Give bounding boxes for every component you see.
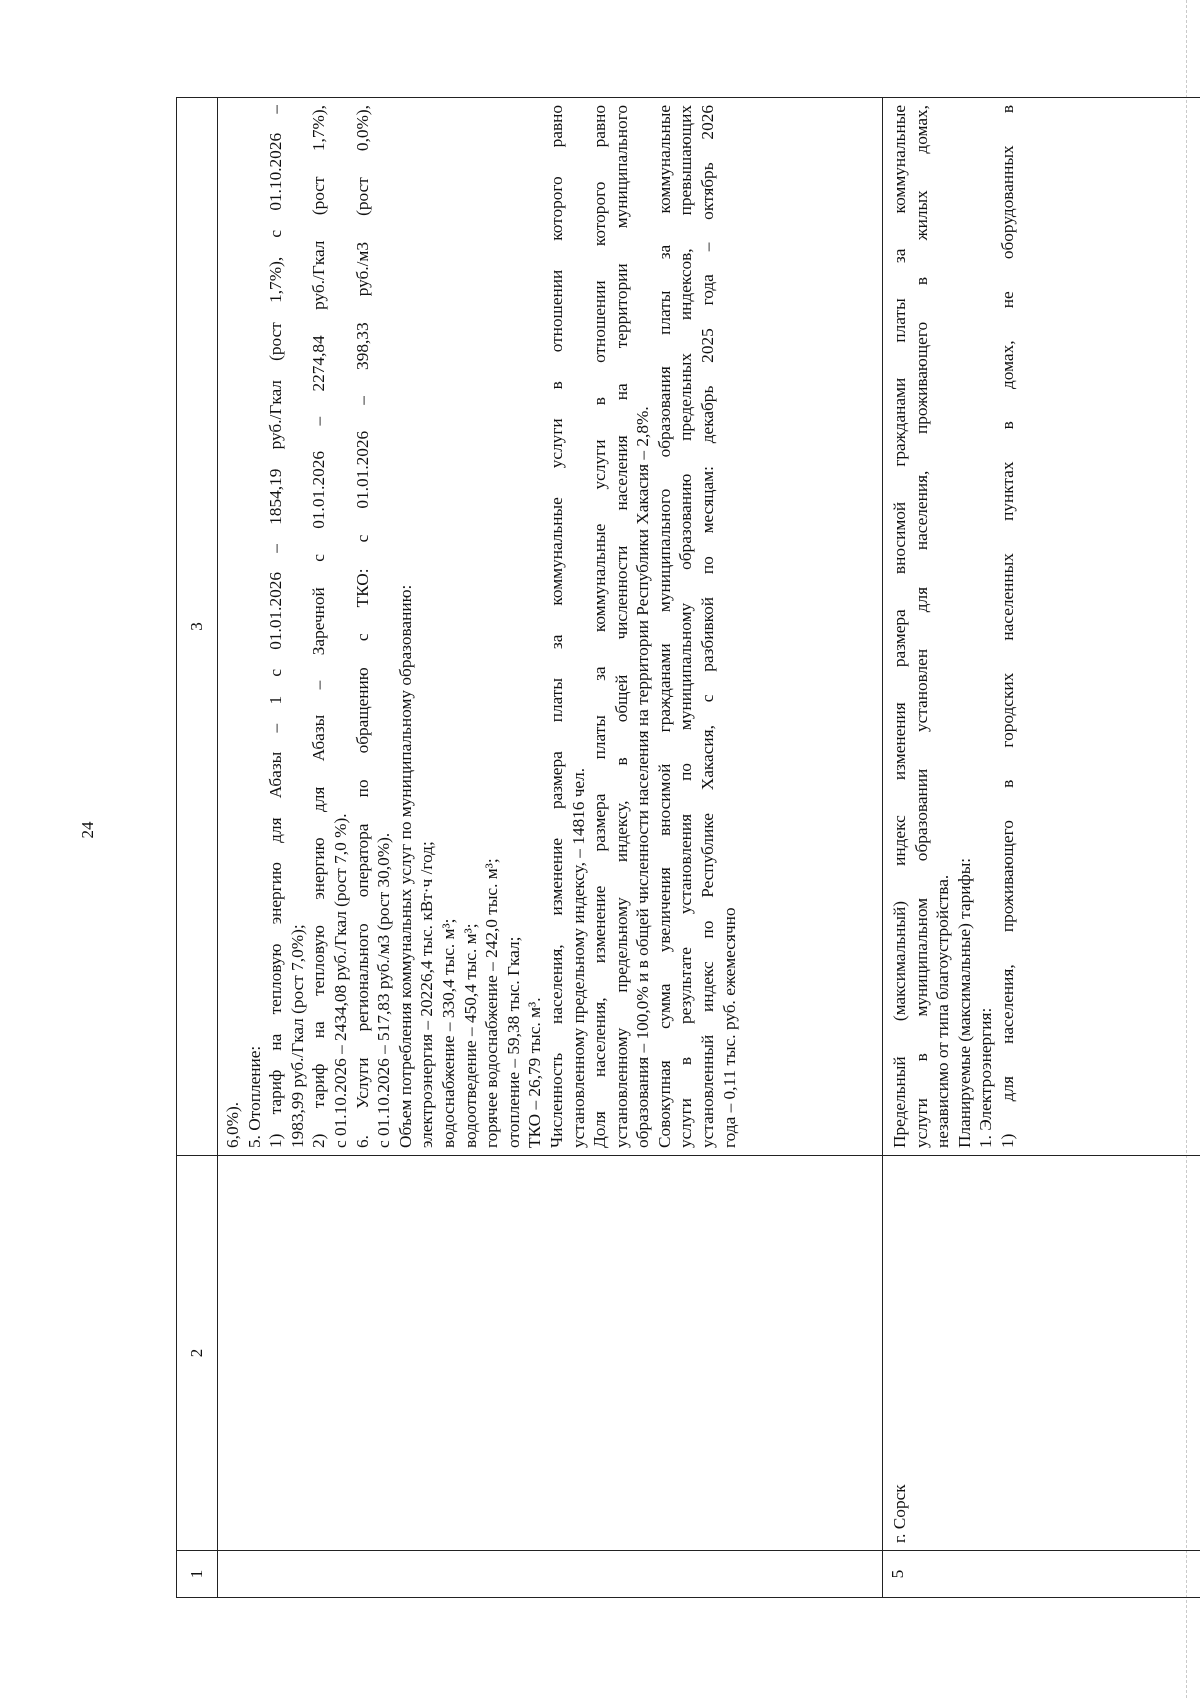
row-number: 5: [883, 1551, 1200, 1598]
text-line: ТКО – 26,79 тыс. м³.: [525, 997, 545, 1148]
row-content: [218, 98, 883, 1156]
text-line: 5. Отопление:: [244, 1045, 264, 1148]
text-line: установленному предельному индексу, в общей численности населения на территории муниципального: [611, 105, 631, 1148]
text-line: установленный индекс по Республике Хакасия, с разбивкой по месяцам: декабрь 2025 года – октябрь 2026: [698, 105, 718, 1148]
text-line: услуги в муниципальном образовании установлен для населения, проживающего в жилых домах,: [911, 105, 931, 1148]
text-line: водоснабжение – 330,4 тыс. м³;: [438, 918, 458, 1148]
row-number: [218, 1551, 883, 1598]
text-line: независимо от типа благоустройства.: [933, 874, 953, 1148]
text-line: Совокупная сумма увеличения вносимой гражданами муниципального образования платы за коммунальные: [654, 105, 674, 1148]
table-row: [218, 98, 883, 1598]
table-row: [883, 98, 1200, 1598]
content-lines: [883, 105, 1019, 1148]
text-line: 6,0%).: [223, 1101, 242, 1148]
content-lines: [218, 105, 740, 1148]
header-col-2: 2: [177, 1156, 218, 1551]
text-line: 1. Электроэнергия:: [976, 1007, 996, 1148]
table-header-row: [177, 98, 218, 1598]
page-number: 24: [78, 821, 97, 839]
text-line: Предельный (максимальный) индекс изменения размера вносимой гражданами платы за коммунальные: [890, 105, 909, 1148]
text-line: Численность населения, изменение размера платы за коммунальные услуги в отношении которого равно: [546, 105, 566, 1148]
document-sheet: [176, 98, 1200, 1598]
text-line: Доля населения, изменение размера платы за коммунальные услуги в отношении которого равно: [590, 105, 610, 1148]
tariff-table: [176, 97, 1200, 1598]
text-line: образования – 100,0% и в общей численности населения на территории Республики Хакасия – 2,8%.: [633, 406, 653, 1148]
header-col-3: 3: [177, 98, 218, 1156]
municipality-name: г. Сорск: [883, 1156, 1200, 1551]
municipality-name: [218, 1156, 883, 1551]
text-line: 1983,99 руб./Гкал (рост 7,0%);: [287, 924, 307, 1148]
text-line: 1) для населения, проживающего в городских населенных пунктах в домах, не оборудованных в: [997, 105, 1017, 1148]
text-line: 1) тариф на тепловую энергию для Абазы – 1 с 01.01.2026 – 1854,19 руб./Гкал (рост 1,7%), с 01.10.2026 –: [266, 105, 286, 1148]
text-line: Планируемые (максимальные) тарифы:: [954, 857, 974, 1148]
text-line: года – 0,11 тыс. руб. ежемесячно: [719, 907, 739, 1148]
text-line: водоотведение – 450,4 тыс. м³;: [460, 923, 480, 1148]
text-line: с 01.10.2026 – 2434,08 руб./Гкал (рост 7,0 %).: [330, 813, 350, 1148]
row-content: [883, 98, 1200, 1156]
header-col-1: 1: [177, 1551, 218, 1598]
text-line: установленному предельному индексу, – 14816 чел.: [568, 767, 588, 1148]
text-line: горячее водоснабжение – 242,0 тыс. м³;: [482, 858, 502, 1148]
text-line: 2) тариф на тепловую энергию для Абазы – Заречной с 01.01.2026 – 2274,84 руб./Гкал (рост 1,7%),: [309, 105, 329, 1148]
text-line: Объем потребления коммунальных услуг по муниципальному образованию:: [395, 584, 415, 1148]
text-line: услуги в результате установления по муниципальному образованию предельных индексов, превышающих: [676, 105, 696, 1148]
text-line: отопление – 59,38 тыс. Гкал;: [503, 936, 523, 1148]
text-line: электроэнергия – 20226,4 тыс. кВт·ч /год;: [417, 841, 437, 1148]
text-line: с 01.10.2026 – 517,83 руб./м3 (рост 30,0%).: [374, 832, 394, 1148]
text-line: 6. Услуги регионального оператора по обращению с ТКО: с 01.01.2026 – 398,33 руб./м3 (рост 0,0%),: [352, 105, 372, 1148]
